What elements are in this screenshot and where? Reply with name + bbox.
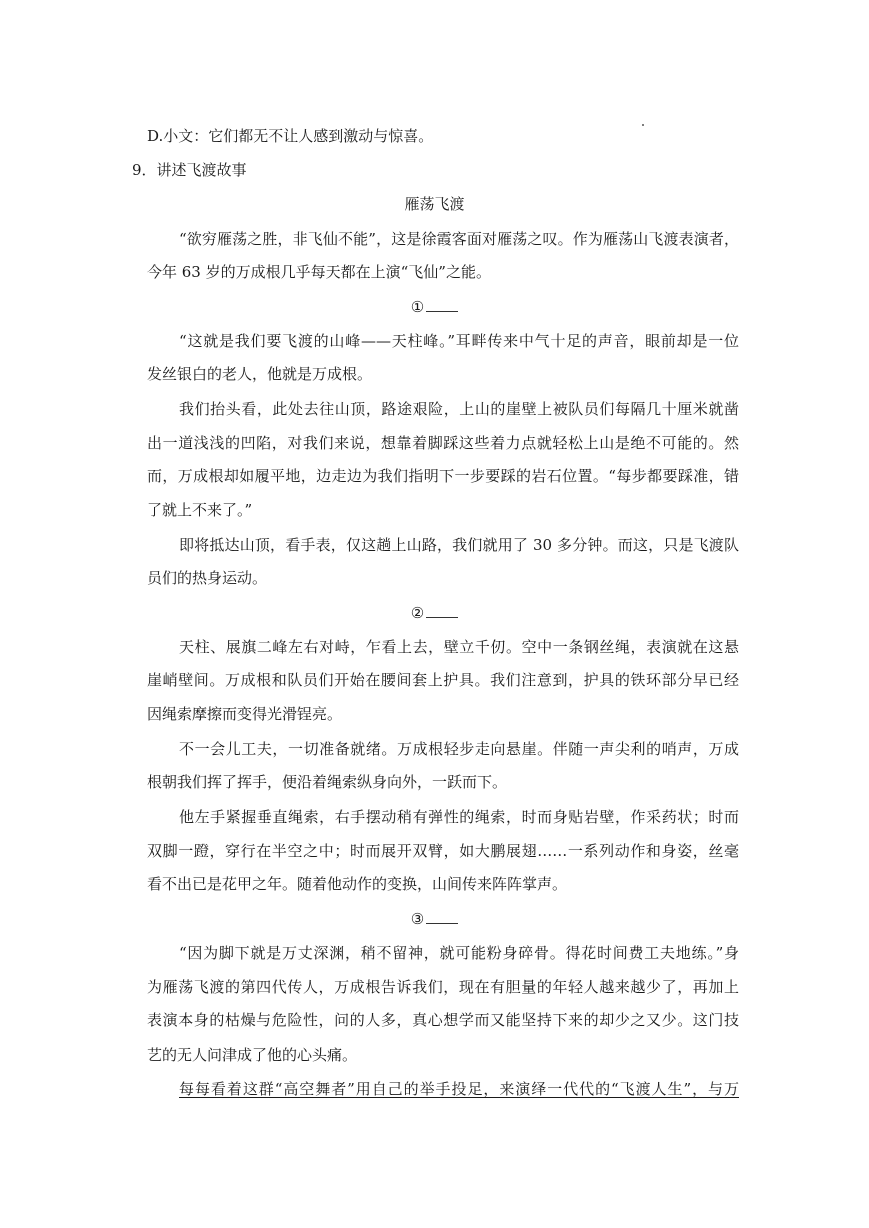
option-d: D.小文：它们都无不让人感到激动与惊喜。 [147,127,434,145]
paragraph-line: “这就是我们要飞渡的山峰——天柱峰。”耳畔传来中气十足的声音，眼前却是一位 [179,332,739,350]
section-marker-3 [0,909,869,929]
question-prompt: 讲述飞渡故事 [156,161,247,179]
paragraph-line: 他左手紧握垂直绳索，右手摆动稍有弹性的绳索，时而身贴岩壁，作采药状；时而 [179,808,739,826]
paragraph-line: 表演本身的枯燥与危险性，问的人多，真心想学而又能坚持下来的却少之又少。这门技 [147,1011,739,1029]
paragraph-line: 我们抬头看，此处去往山顶，路途艰险，上山的崖壁上被队员们每隔几十厘米就凿 [179,400,739,418]
paragraph-line: 双脚一蹬，穿行在半空之中；时而展开双臂，如大鹏展翅……一系列动作和身姿，丝毫 [147,842,739,860]
paragraph-line: 天柱、展旗二峰左右对峙，乍看上去，壁立千仞。空中一条钢丝绳，表演就在这悬 [179,638,739,656]
question-number: 9． [132,161,157,179]
marker-label: ③ [410,910,425,928]
paragraph-line: 为雁荡飞渡的第四代传人，万成根告诉我们，现在有胆量的年轻人越来越少了，再加上 [147,978,739,996]
paragraph-line: 根朝我们挥了挥手，便沿着绳索纵身向外，一跃而下。 [147,773,508,791]
paragraph-line: 看不出已是花甲之年。随着他动作的变换，山间传来阵阵掌声。 [147,875,568,893]
paragraph-line: 员们的热身运动。 [147,569,268,587]
answer-blank[interactable] [426,299,458,312]
paragraph-line: 发丝银白的老人，他就是万成根。 [147,365,373,383]
marker-label: ② [410,604,425,622]
paragraph-line: 即将抵达山顶，看手表，仅这趟上山路，我们就用了 30 多分钟。而这，只是飞渡队 [179,536,739,554]
answer-blank[interactable] [426,911,458,924]
paragraph-line: 因绳索摩擦而变得光滑锃亮。 [147,705,343,723]
answer-blank[interactable] [426,605,458,618]
stray-dot [642,124,644,126]
marker-label: ① [410,298,425,316]
paragraph-line: 了就上不来了。” [147,501,253,519]
paragraph-line: “因为脚下就是万丈深渊，稍不留神，就可能粉身碎骨。得花时间费工夫地练。”身 [179,944,739,962]
paragraph-line: 出一道浅浅的凹陷，对我们来说，想靠着脚踩这些着力点就轻松上山是绝不可能的。然 [147,434,739,452]
article-title: 雁荡飞渡 [404,195,465,213]
paragraph-line: 不一会儿工夫，一切准备就绪。万成根轻步走向悬崖。伴随一声尖利的哨声，万成 [179,740,739,758]
section-marker-2 [0,603,869,623]
paragraph-line: “欲穷雁荡之胜，非飞仙不能”，这是徐霞客面对雁荡之叹。作为雁荡山飞渡表演者， [179,230,739,248]
paragraph-line: 艺的无人问津成了他的心头痛。 [147,1046,358,1064]
underlined-sentence: 每每看着这群“高空舞者”用自己的举手投足，来演绎一代代的“飞渡人生”，与万 [179,1080,739,1098]
paragraph-line: 今年 63 岁的万成根几乎每天都在上演“飞仙”之能。 [147,263,491,281]
paragraph-line: 而，万成根却如履平地，边走边为我们指明下一步要踩的岩石位置。“每步都要踩准，错 [147,467,739,485]
section-marker-1 [0,297,869,317]
paragraph-line: 崖峭壁间。万成根和队员们开始在腰间套上护具。我们注意到，护具的铁环部分早已经 [147,671,739,689]
question-9 [132,160,724,180]
